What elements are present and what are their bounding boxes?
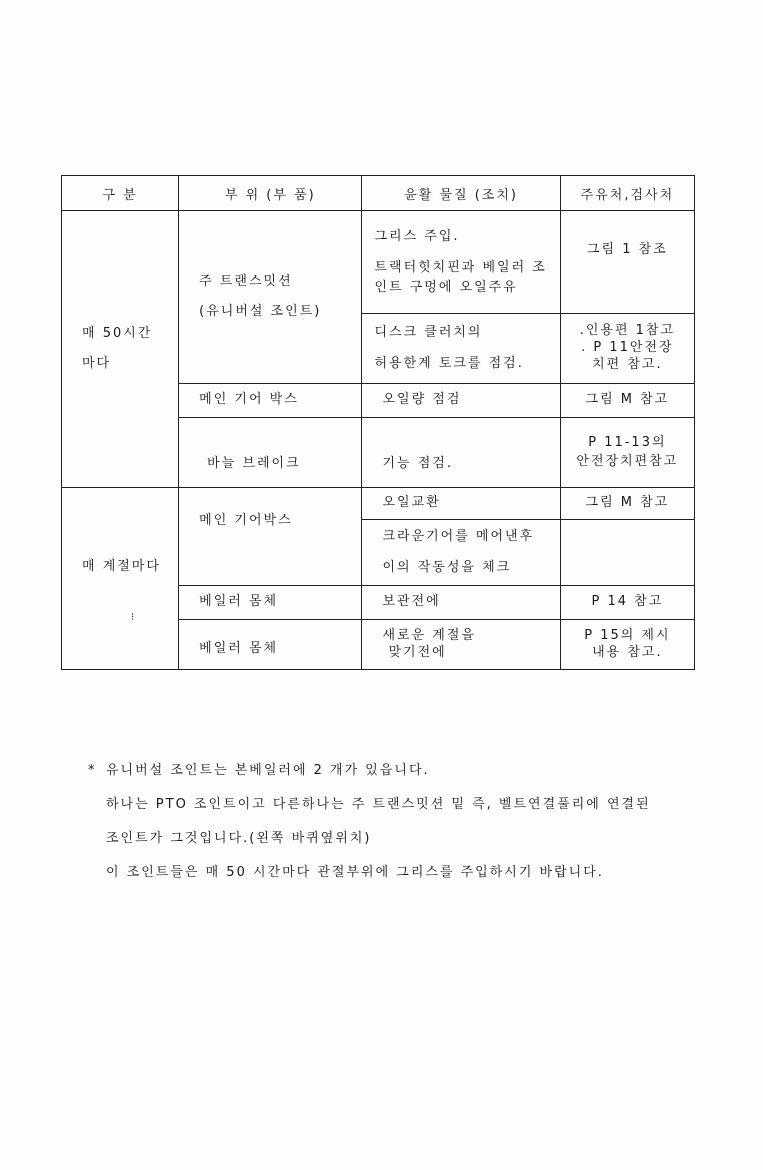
action-cell: 오일량 점검	[362, 384, 560, 418]
note-line: 이 조인트들은 매 50 시간마다 관절부위에 그리스를 주입하시기 바랍니다.	[106, 865, 604, 880]
reference-cell: P 14 참고	[560, 586, 694, 620]
reference-line: . P 11안전장	[581, 340, 674, 356]
note-line: 하나는 PTO 조인트이고 다른하나는 주 트랜스밋션 밑 즉, 벨트연결풀리에 연결된	[106, 797, 651, 812]
note-text: 유니버설 조인트는 본베일러에 2 개가 있읍니다.	[106, 763, 430, 778]
action-cell	[362, 314, 560, 384]
part-line: (유니버설 조인트)	[199, 304, 322, 319]
reference-line: 안전장치편참고	[576, 453, 679, 469]
notes-section	[88, 760, 748, 896]
table-header-row	[62, 176, 695, 211]
action-line: 이의 작동성을 체크	[382, 559, 512, 575]
reference-cell: 그림 M 참고	[560, 488, 694, 520]
group-label-season: 매 계절마다	[62, 488, 179, 670]
reference-cell: 그림 M 참고	[560, 384, 694, 418]
action-line: 맞기전에	[388, 644, 447, 660]
action-cell	[362, 211, 560, 314]
note-line: 조인트가 그것입니다.(왼쪽 바퀴옆위치)	[106, 831, 372, 846]
maintenance-table	[61, 175, 695, 670]
asterisk-bullet: *	[88, 763, 97, 778]
reference-cell-empty	[560, 520, 694, 586]
reference-cell	[560, 620, 694, 670]
reference-line: 내용 참고.	[592, 644, 663, 660]
reference-line: P 11-13의	[588, 435, 667, 451]
part-cell	[179, 211, 362, 384]
reference-line: .인용편 1참고	[579, 323, 676, 339]
part-line: 주 트랜스밋션	[199, 273, 293, 289]
header-part: 부 위 (부 품)	[179, 176, 362, 211]
action-cell: 보관전에	[362, 586, 560, 620]
reference-line: 치편 참고.	[592, 356, 663, 372]
group-label-line: 마다	[82, 356, 112, 371]
action-cell: 기능 점검.	[362, 418, 560, 488]
note-line	[88, 760, 748, 794]
group-label-line: 매 50시간	[82, 325, 153, 341]
action-cell	[362, 520, 560, 586]
part-cell: 메인 기어박스	[179, 488, 362, 586]
part-cell: 메인 기어 박스	[179, 384, 362, 418]
reference-cell	[560, 418, 694, 488]
action-line: 크라운기어를 메어낸후	[382, 529, 535, 545]
header-reference: 주유처,검사처	[560, 176, 694, 211]
part-cell: 바늘 브레이크	[179, 418, 362, 488]
part-cell: 베일러 몸체	[179, 586, 362, 620]
action-line: 새로운 계절을	[382, 628, 476, 644]
table-row	[62, 211, 695, 314]
action-line: 허용한계 토크를 점검.	[374, 355, 524, 371]
stray-mark: ⁝	[131, 612, 135, 623]
action-line: 디스크 클러치의	[374, 325, 483, 341]
reference-cell: 그림 1 참조	[560, 211, 694, 314]
action-line: 그리스 주입.	[374, 228, 460, 244]
header-category: 구 분	[62, 176, 179, 211]
reference-cell	[560, 314, 694, 384]
action-cell: 오일교환	[362, 488, 560, 520]
table-row	[62, 488, 695, 520]
group-label-50-hours	[62, 211, 179, 488]
part-cell: 베일러 몸체	[179, 620, 362, 670]
action-line: 트랙터힛치핀과 베일러 조인트 구멍에 오일주유	[374, 260, 547, 295]
reference-line: P 15의 제시	[584, 627, 671, 643]
header-lubricant: 윤활 물질 (조치)	[362, 176, 560, 211]
action-cell	[362, 620, 560, 670]
